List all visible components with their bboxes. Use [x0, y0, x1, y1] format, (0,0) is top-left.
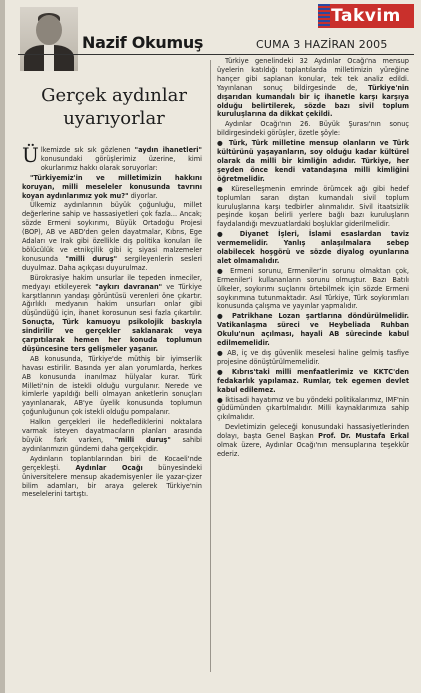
bullet-paragraph: ● Kıbrıs'taki milli menfaatlerimiz ve KKTC'den fedakarlık yapılamaz. Rumlar, tek egemen devlet kabul edilemez. — [217, 367, 409, 394]
title-line-2: uyarıyorlar — [63, 108, 165, 129]
header-rule — [18, 54, 414, 55]
paragraph: "Türkiyemiz'in ve milletimizin hakkını koruyan, milli meseleler konusunda tavrını koyan aydınlarımız yok mu?" diyorlar. — [22, 173, 202, 200]
author-name: Nazif Okumuş — [82, 33, 204, 52]
bullet-paragraph: ● AB, iç ve dış güvenlik meselesi haline gelmiş tasfiye projesine dönüştürülmemelidir. — [217, 349, 409, 366]
newspaper-logo: Takvim — [318, 4, 414, 28]
bullet-paragraph: ● Türk, Türk milletine mensup olanların ve Türk kültürünü yaşayanların, soy olduğu kadar kültürel olarak da milli bir kimliğin adıdır. Türkiye, her şeyden önce kendi vatandaşına milli kimliğini öğretmelidir. — [217, 139, 409, 183]
paragraph: AB konusunda, Türkiye'de müthiş bir iyimserlik havası estirilir. Basında yer alan yorumlarda, herkes AB konusunda inanılmaz hülyalar kurar. Türk Milleti'nin de istekli olduğu vurgulanır. Nerede ve kimlerle yapıldığı belli olmayan anketlerin sonuçları yayınlanarak, AB'ye üyelik konusunda toplumun çoğunluğunun çok istekli olduğu pompalanır. — [22, 354, 202, 417]
paragraph: Halkın gerçekleri ile hedeflediklerini noktalara varmak isteyen dayatmacıların planları arasında büyük fark varken, "milli duruş" sahibi aydınlarımızın gündemi daha gerçekçidir. — [22, 418, 202, 453]
bullet-paragraph: ● Patrikhane Lozan şartlarına döndürülmelidir. Vatikanlaşma süreci ve Heybeliada Ruhban Okulu'nun açılması, hayali AB sürecinde kabul edilmemelidir. — [217, 312, 409, 348]
bullet-paragraph: ● İktisadi hayatımız ve bu yöndeki politikalarımız, IMF'nin güdümünden çıkartılmalıdır. Milli kaynaklarımıza sahip çıkılmalıdır. — [217, 395, 409, 422]
paragraph: Bürokrasiye hakim unsurlar ile tepeden inmeciler, medyayı etkileyerek "aykırı davranan" ve Türkiye karşıtlarının yandaşı görüntüsü verenleri öne çıkartır. Ağırlıklı medyanın hakim unsurları onlar gibi düşündüğü için, ihanet korosunun sesi fazla çıkartılır. Sonuçta, Türk kamuoyu psikolojik baskıyla sindirilir ve gerçekler saklanarak veya çarpıtılarak hemen her konuda toplumun düşüncesine ters gelişmeler yaşanır. — [22, 273, 202, 353]
bullet-paragraph: ● Ermeni sorunu, Ermeniler'in sorunu olmaktan çok, Ermeniler'i kullananların sorunu olmuştur. Bazı Batılı ülkeler, soykırımı suçlarını örtebilmek için sözde Ermeni soykırımına tutunmaktadır. Asıl Türkiye, Türk soykırımları konusunda çalışma ve yayınlar yapmalıdır. — [217, 266, 409, 311]
page-edge — [0, 0, 5, 693]
paragraph: Ülkemiz aydınlarının büyük çoğunluğu, millet değerlerine sahip ve hassasiyetleri çok fazla... Ancak; sözde Ermeni soykırımı, Büyük Ortadoğu Projesi (BOP), AB ve ABD'den gelen dayatmalar, Kıbrıs, Ege Adaları ve Irak gibi özellikle dış politika konuları ile bölücülük ve etnikçilik gibi iç siyasi malzemeler konusunda "milli duruş" sergileyenlerin sesleri duyulmaz. Daha açıkçası duyurulmaz. — [22, 201, 202, 272]
article-title — [26, 84, 202, 130]
bullet-paragraph: ● Diyanet İşleri, İslami esaslardan taviz vermemelidir. Yanlış anlaşılmalara sebep olabilecek hoşgörü ve sözde diyalog oyunlarına alet olmamalıdır. — [217, 230, 409, 265]
title-line-1: Gerçek aydınlar — [41, 85, 187, 106]
left-column — [22, 143, 202, 500]
publication-date: CUMA 3 HAZİRAN 2005 — [256, 38, 388, 51]
paragraph: Türkiye genelindeki 32 Aydınlar Ocağı'na mensup üyelerin katıldığı toplantılarda milletimizin yüreğine hançer gibi saplanan konular, tek tek analiz edildi. Yayınlanan sonuç bildirgesinde de, Türkiye'nin dışarıdan kumandalı bir iç ihanetle karşı karşıya olduğu belirtilerek, sözde bazı sivil toplum kuruluşlarına da dikkat çekildi. — [217, 57, 409, 119]
author-photo — [20, 7, 78, 71]
right-column — [217, 57, 409, 460]
column-divider — [210, 60, 211, 672]
drop-cap: Ü — [22, 143, 39, 167]
paragraph: Aydınların toplantılarından biri de Kocaeli'nde gerçekleşti. Aydınlar Ocağı bünyesindeki üniversitelere mensup akademisyenler ile yazar-çizer bilim adamları, bir araya gelerek Türkiye'nin meselelerini tartıştı. — [22, 454, 202, 499]
bullet-paragraph: ● Küreselleşmenin emrinde örümcek ağı gibi hedef toplumları saran dıştan kumandalı sivil toplum kuruluşlarına karşı tedbirler alınmalıdır. Sivil itaatsizlik peşinde koşan belirli yerlere bağlı bazı kuruluşların faydalandığı mevzuatlardaki boşluklar giderilmelidir. — [217, 184, 409, 229]
paragraph: Devletimizin geleceği konusundaki hassasiyetlerinden dolayı, başta Genel Başkan Prof. Dr. Mustafa Erkal olmak üzere, Aydınlar Ocağı'nın mensuplarına teşekkür ederiz. — [217, 423, 409, 458]
logo-stripes — [318, 4, 330, 28]
paragraph: Ülkemizde sık sık gözlenen "aydın ihanetleri" konusundaki görüşlerimiz üzerine, kimi okurlarımız hakkı olarak soruyorlar: — [22, 143, 202, 172]
paragraph: Aydınlar Ocağı'nın 26. Büyük Şurası'nın sonuç bildirgesindeki görüşler, özetle şöyle: — [217, 120, 409, 138]
